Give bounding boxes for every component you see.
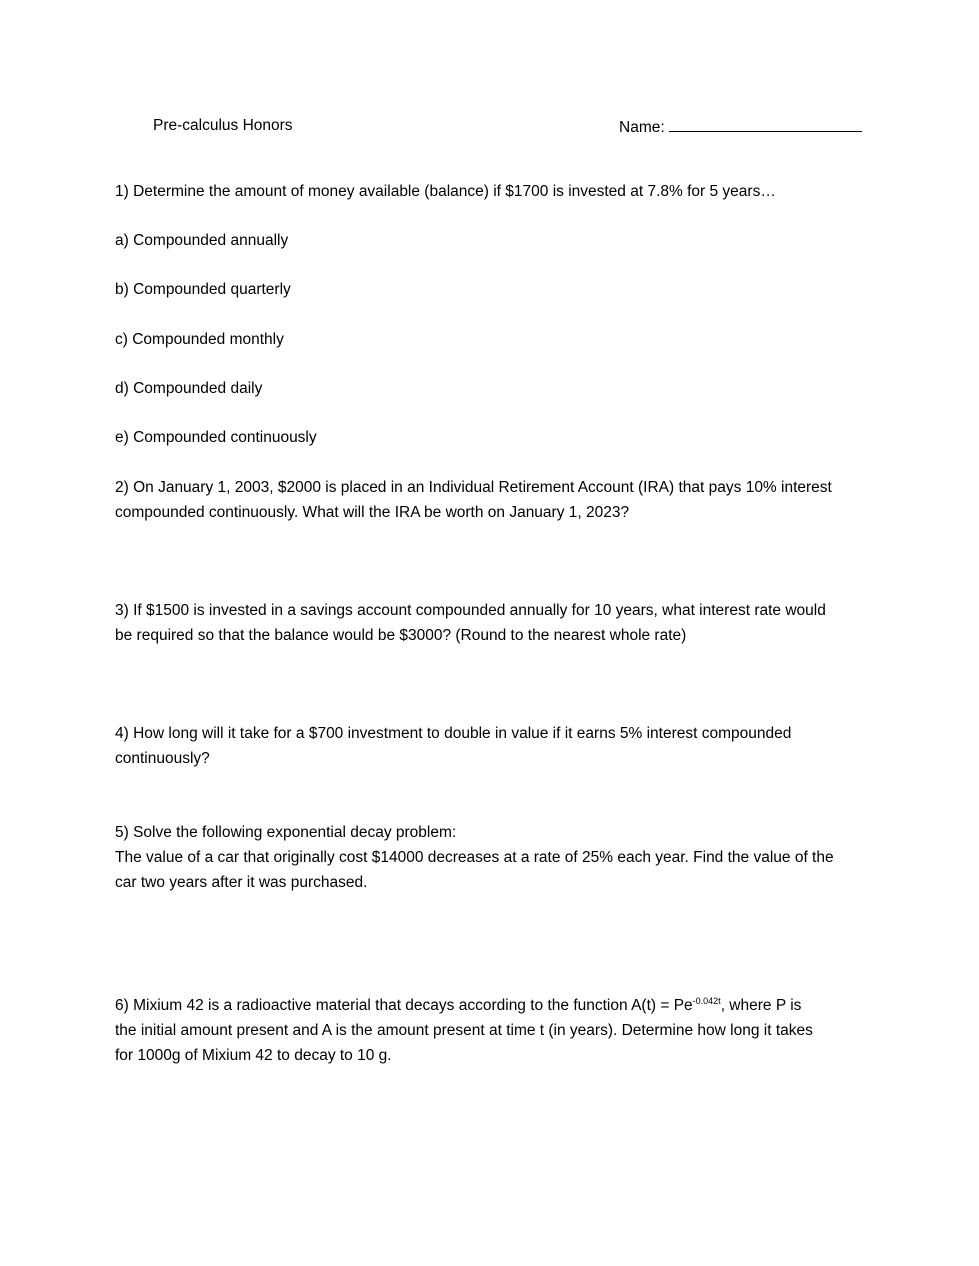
decay-exponent: -0.042t: [692, 996, 721, 1006]
course-title: Pre-calculus Honors: [153, 117, 293, 134]
question-1e: e) Compounded continuously: [115, 429, 317, 446]
question-6-line-3: for 1000g of Mixium 42 to decay to 10 g.: [115, 1047, 392, 1064]
question-5-line-3: car two years after it was purchased.: [115, 874, 368, 891]
question-2-line-1: 2) On January 1, 2003, $2000 is placed in an Individual Retirement Account (IRA) that pays 10% interest: [115, 479, 832, 496]
name-field: [619, 116, 862, 138]
question-5-line-1: 5) Solve the following exponential decay problem:: [115, 824, 457, 841]
question-1-stem: 1) Determine the amount of money available (balance) if $1700 is invested at 7.8% for 5 years…: [115, 183, 776, 200]
question-4-line-1: 4) How long will it take for a $700 investment to double in value if it earns 5% interest compounded: [115, 725, 792, 742]
question-2-line-2: compounded continuously. What will the IRA be worth on January 1, 2023?: [115, 504, 630, 521]
question-6-line-1-text: 6) Mixium 42 is a radioactive material that decays according to the function A(t) = Pe: [115, 997, 693, 1014]
question-1c: c) Compounded monthly: [115, 331, 284, 348]
question-1b: b) Compounded quarterly: [115, 281, 291, 298]
question-4-line-2: continuously?: [115, 750, 210, 767]
question-1a: a) Compounded annually: [115, 232, 289, 249]
name-blank-line[interactable]: [669, 116, 862, 132]
question-3-line-2: be required so that the balance would be $3000? (Round to the nearest whole rate): [115, 627, 687, 644]
question-1d: d) Compounded daily: [115, 380, 263, 397]
question-5-line-2: The value of a car that originally cost $14000 decreases at a rate of 25% each year. Find the value of the: [115, 849, 834, 866]
question-3-line-1: 3) If $1500 is invested in a savings account compounded annually for 10 years, what interest rate would: [115, 602, 826, 619]
name-label: Name:: [619, 119, 665, 136]
question-6-line-1-tail: , where P is: [720, 997, 802, 1014]
question-6-line-2: the initial amount present and A is the amount present at time t (in years). Determine how long it takes: [115, 1022, 813, 1039]
question-6-line-1: [115, 996, 801, 1016]
